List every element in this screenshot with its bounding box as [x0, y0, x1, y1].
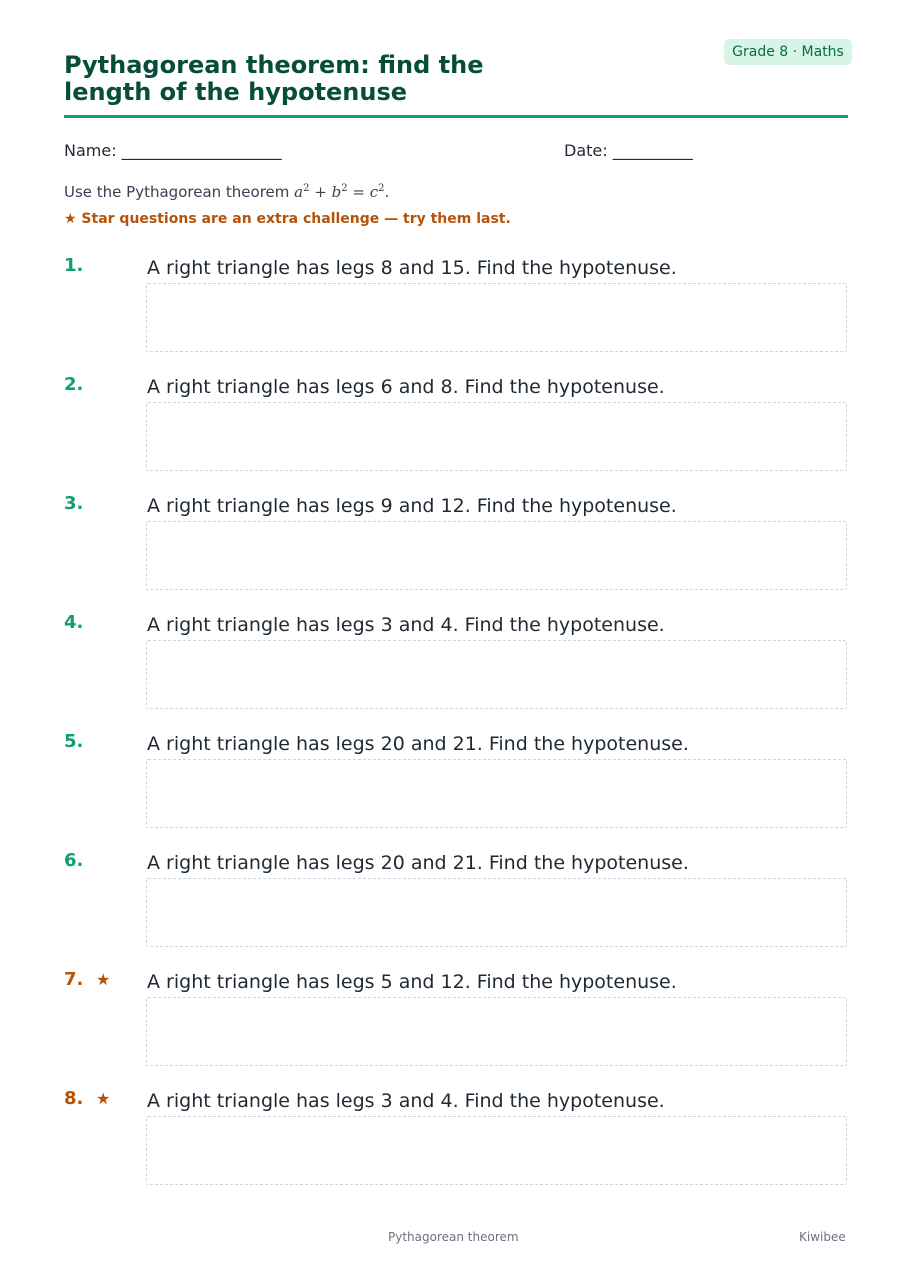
question-6: [0, 850, 909, 960]
pythagorean-formula: [294, 183, 384, 201]
answer-box[interactable]: [146, 521, 847, 590]
grade-badge: Grade 8 · Maths: [724, 39, 852, 65]
instructions-text: Use the Pythagorean theorem: [64, 183, 290, 201]
question-3: [0, 493, 909, 603]
question-4: [0, 612, 909, 722]
question-text: A right triangle has legs 20 and 21. Find the hypotenuse.: [147, 852, 689, 874]
question-8: [0, 1088, 909, 1198]
challenge-note: ★ Star questions are an extra challenge — try them last.: [64, 211, 511, 227]
answer-box[interactable]: [146, 759, 847, 828]
question-text: A right triangle has legs 5 and 12. Find the hypotenuse.: [147, 971, 677, 993]
instructions-period: .: [384, 183, 390, 201]
question-text: A right triangle has legs 9 and 12. Find the hypotenuse.: [147, 495, 677, 517]
question-text: A right triangle has legs 6 and 8. Find the hypotenuse.: [147, 376, 665, 398]
instructions: [64, 178, 389, 203]
question-1: [0, 255, 909, 365]
worksheet-title: [64, 52, 624, 106]
answer-box[interactable]: [146, 640, 847, 709]
date-field[interactable]: Date: __________: [564, 141, 693, 160]
answer-box[interactable]: [146, 283, 847, 352]
formula-c: c: [369, 183, 379, 201]
question-text: A right triangle has legs 3 and 4. Find the hypotenuse.: [147, 1090, 665, 1112]
question-2: [0, 374, 909, 484]
question-text: A right triangle has legs 8 and 15. Find the hypotenuse.: [147, 257, 677, 279]
question-number: 1.: [64, 255, 84, 276]
question-number: 5.: [64, 731, 84, 752]
formula-equals: =: [352, 183, 365, 201]
title-divider: [64, 115, 848, 118]
formula-a: a: [294, 183, 304, 201]
formula-a-exponent: 2: [303, 183, 310, 194]
answer-box[interactable]: [146, 402, 847, 471]
formula-b-exponent: 2: [341, 183, 348, 194]
answer-box[interactable]: [146, 997, 847, 1066]
question-number: 7.: [64, 969, 84, 990]
footer-topic: Pythagorean theorem: [388, 1230, 519, 1244]
formula-c-exponent: 2: [378, 183, 385, 194]
answer-box[interactable]: [146, 1116, 847, 1185]
question-text: A right triangle has legs 20 and 21. Find the hypotenuse.: [147, 733, 689, 755]
question-number: 6.: [64, 850, 84, 871]
star-icon: ★: [96, 1089, 111, 1108]
formula-b: b: [331, 183, 342, 201]
name-field[interactable]: Name: ____________________: [64, 141, 282, 160]
question-number: 2.: [64, 374, 84, 395]
star-icon: ★: [96, 970, 111, 989]
question-7: [0, 969, 909, 1079]
answer-box[interactable]: [146, 878, 847, 947]
title-line-1: Pythagorean theorem: find the: [64, 51, 484, 79]
formula-plus: +: [314, 183, 327, 201]
question-number: 4.: [64, 612, 84, 633]
question-text: A right triangle has legs 3 and 4. Find the hypotenuse.: [147, 614, 665, 636]
question-number: 8.: [64, 1088, 84, 1109]
question-5: [0, 731, 909, 841]
question-number: 3.: [64, 493, 84, 514]
title-line-2: length of the hypotenuse: [64, 78, 408, 106]
footer-brand: Kiwibee: [799, 1230, 846, 1244]
